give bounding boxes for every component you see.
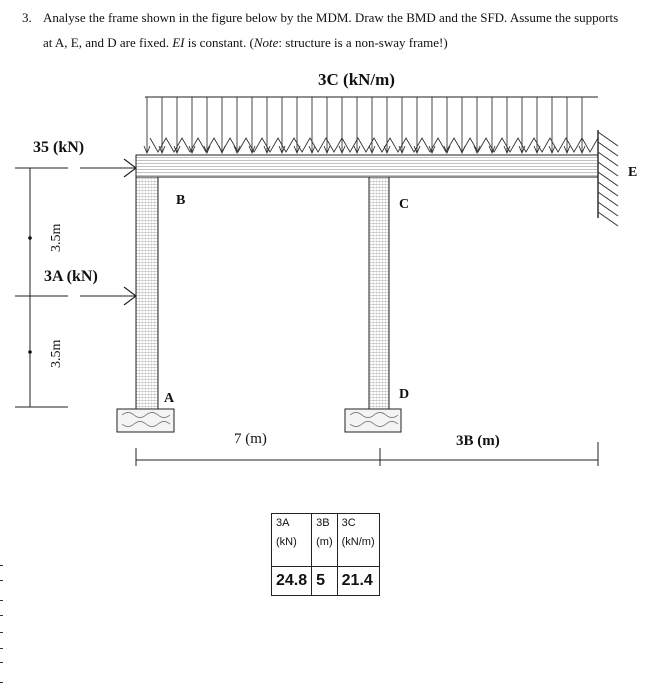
column-middle xyxy=(369,177,389,409)
foundation-d xyxy=(345,409,401,432)
fixed-support-e xyxy=(598,130,618,226)
distributed-load-label: 3C (kN/m) xyxy=(318,70,395,89)
span-dimension xyxy=(136,442,598,466)
top-force-label: 35 (kN) xyxy=(33,139,85,156)
note-term: Note xyxy=(253,35,279,50)
load-zigzag xyxy=(150,138,598,152)
parameter-value-row xyxy=(272,567,380,596)
support-d-label: D xyxy=(399,387,410,402)
beam xyxy=(136,155,598,177)
joint-e-label: E xyxy=(628,165,638,180)
question-number: 3. xyxy=(22,10,32,25)
value-cell-3b: 5 xyxy=(312,567,338,596)
span1-label: 7 (m) xyxy=(234,431,267,447)
joint-b-label: B xyxy=(176,193,186,208)
header-cell-3a: 3A (kN) xyxy=(272,514,312,567)
distributed-load xyxy=(144,97,598,153)
value-cell-3a: 24.8 xyxy=(272,567,312,596)
mid-point-load-arrow xyxy=(80,287,136,305)
parameter-table xyxy=(271,513,380,596)
question-line-2-end: : structure is a non-sway frame!) xyxy=(278,35,448,50)
mid-force-label: 3A (kN) xyxy=(44,268,98,285)
joint-c-label: C xyxy=(399,197,410,212)
header-cell-3c: 3C (kN/m) xyxy=(337,514,379,567)
column-left xyxy=(136,177,158,409)
foundation-a xyxy=(117,409,174,432)
span2-label: 3B (m) xyxy=(456,433,500,449)
upper-height-label: 3.5m xyxy=(49,223,64,252)
value-cell-3c: 21.4 xyxy=(337,567,379,596)
ei-term: EI xyxy=(172,35,185,50)
support-a-label: A xyxy=(164,391,175,406)
top-point-load-arrow xyxy=(80,159,136,177)
question-line-2-start: at A, E, and D are fixed. xyxy=(43,35,169,50)
parameter-header-row xyxy=(272,514,380,567)
header-cell-3b: 3B (m) xyxy=(312,514,338,567)
question-line-2-mid: is constant. ( xyxy=(187,35,254,50)
question-line-1: Analyse the frame shown in the figure below by the MDM. Draw the BMD and the SFD. Assume the supports xyxy=(43,10,619,25)
height-dimension xyxy=(15,168,68,407)
lower-height-label: 3.5m xyxy=(49,339,64,368)
